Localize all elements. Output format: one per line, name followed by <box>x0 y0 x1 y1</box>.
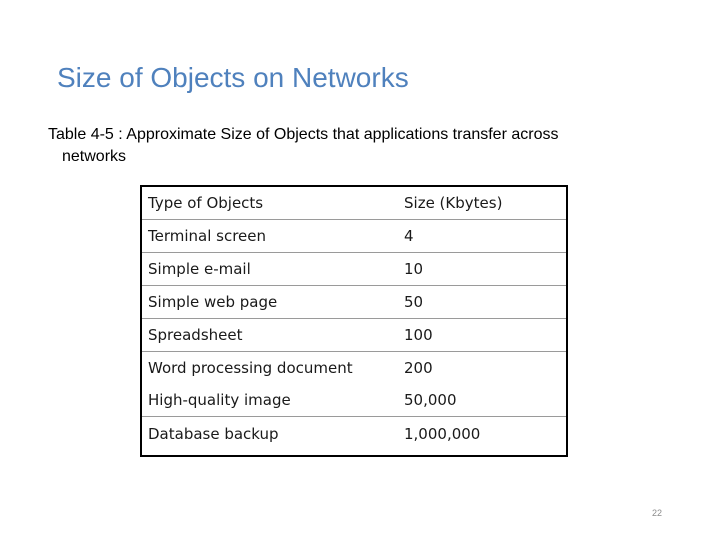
cell-object-type: Terminal screen <box>142 220 398 253</box>
table-row <box>142 384 566 417</box>
slide-title: Size of Objects on Networks <box>57 62 409 93</box>
header-type-of-objects: Type of Objects <box>142 187 398 220</box>
cell-size: 4 <box>398 220 566 253</box>
table-header-row <box>142 187 566 220</box>
cell-object-type: Simple e-mail <box>142 253 398 286</box>
table-row <box>142 417 566 452</box>
cell-size: 1,000,000 <box>404 425 481 443</box>
table-row <box>142 253 566 286</box>
cell-object-type: High-quality image <box>142 384 398 417</box>
cell-size: 10 <box>398 253 566 286</box>
objects-table <box>140 185 568 457</box>
objects-table-grid <box>142 187 566 451</box>
cell-object-type: Spreadsheet <box>142 319 398 352</box>
cell-size: 200 <box>404 359 433 377</box>
cell-size: 50,000 <box>398 384 566 417</box>
header-size-kbytes: Size (Kbytes) <box>398 187 566 220</box>
cell-object-type: Database backup <box>148 425 279 443</box>
cell-object-type: Simple web page <box>142 286 398 319</box>
cell-object-type: Word processing document <box>148 359 353 377</box>
caption-line-2: networks <box>62 148 127 165</box>
table-row <box>142 319 566 352</box>
table-row <box>142 286 566 319</box>
table-row <box>142 220 566 253</box>
page-number: 22 <box>652 508 663 518</box>
cell-size: 100 <box>398 319 566 352</box>
table-caption <box>48 124 648 168</box>
caption-line-1: Table 4-5 : Approximate Size of Objects that applications transfer across <box>48 126 559 143</box>
table-row <box>142 352 566 385</box>
cell-size: 50 <box>398 286 566 319</box>
